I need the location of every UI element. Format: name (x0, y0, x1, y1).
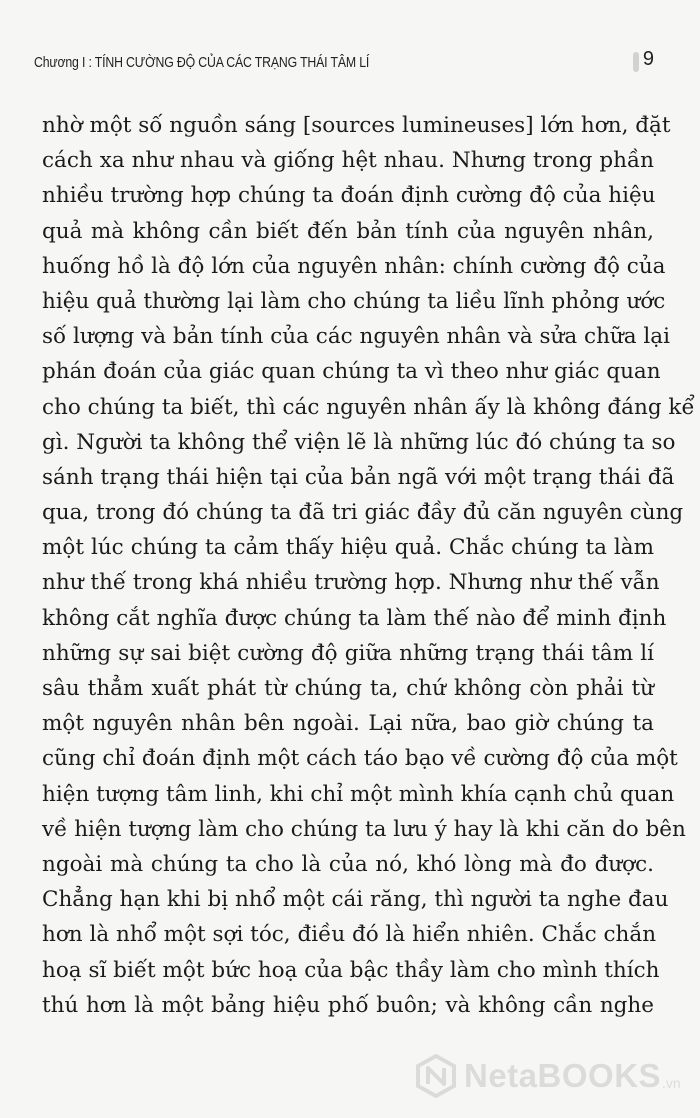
text-line: phán đoán của giác quan chúng ta vì theo như giác quan (42, 359, 661, 385)
text-line: quả mà không cần biết đến bản tính của nguyên nhân, (42, 218, 654, 244)
text-line: sánh trạng thái hiện tại của bản ngã với một trạng thái đã (42, 464, 675, 490)
text-line: cũng chỉ đoán định một cách táo bạo về cường độ của một (42, 746, 678, 772)
text-line: như thế trong khá nhiều trường hợp. Nhưng như thế vẫn (42, 570, 660, 596)
text-line: huống hồ là độ lớn của nguyên nhân: chính cường độ của (42, 253, 666, 279)
text-line: thú hơn là một bảng hiệu phố buôn; và không cần nghe (42, 992, 654, 1018)
text-line: những sự sai biệt cường độ giữa những trạng thái tâm lí (42, 640, 654, 666)
text-line: hiệu quả thường lại làm cho chúng ta liều lĩnh phỏng ước (42, 288, 666, 314)
text-line: nhờ một số nguồn sáng [sources lumineuses] lớn hơn, đặt (42, 113, 671, 138)
body-text (42, 108, 695, 1023)
text-line: sâu thẳm xuất phát từ chúng ta, chứ không còn phải từ (42, 676, 654, 701)
text-line: nhiều trường hợp chúng ta đoán định cường độ của hiệu (42, 183, 656, 209)
text-line: Chẳng hạn khi bị nhổ một cái răng, thì người ta nghe đau (42, 887, 669, 913)
text-line: ngoài mà chúng ta cho là của nó, khó lòng mà đo được. (42, 851, 654, 877)
text-line: gì. Người ta không thể viện lẽ là những lúc đó chúng ta so (42, 429, 676, 455)
watermark-brand: NetaBOOKS (464, 1057, 662, 1094)
text-line: cách xa như nhau và giống hệt nhau. Nhưng trong phần (42, 148, 654, 174)
chapter-title: Chương I : TÍNH CƯỜNG ĐỘ CỦA CÁC TRẠNG THÁI TÂM LÍ (34, 54, 370, 71)
text-line: cho chúng ta biết, thì các nguyên nhân ấy là không đáng kể (42, 394, 695, 420)
text-line: qua, trong đó chúng ta đã tri giác đầy đủ căn nguyên cùng (42, 500, 684, 526)
text-line: một nguyên nhân bên ngoài. Lại nữa, bao giờ chúng ta (42, 711, 654, 737)
text-line: hoạ sĩ biết một bức hoạ của bậc thầy làm cho mình thích (42, 957, 660, 983)
text-line: không cắt nghĩa được chúng ta làm thế nào để minh định (42, 605, 667, 631)
netabooks-watermark (414, 1048, 681, 1104)
text-line: một lúc chúng ta cảm thấy hiệu quả. Chắc chúng ta làm (42, 535, 654, 561)
text-line: số lượng và bản tính của các nguyên nhân và sửa chữa lại (42, 324, 671, 350)
text-line: về hiện tượng làm cho chúng ta lưu ý hay là khi căn do bên (42, 816, 686, 842)
netabooks-logo-icon (414, 1054, 458, 1098)
watermark-suffix: .vn (662, 1075, 681, 1091)
page-header (0, 40, 700, 80)
text-line: hơn là nhổ một sợi tóc, điều đó là hiển nhiên. Chắc chắn (42, 922, 657, 948)
text-line: hiện tượng tâm linh, khi chỉ một mình khía cạnh chủ quan (42, 781, 675, 807)
page-number: 9 (642, 48, 654, 70)
